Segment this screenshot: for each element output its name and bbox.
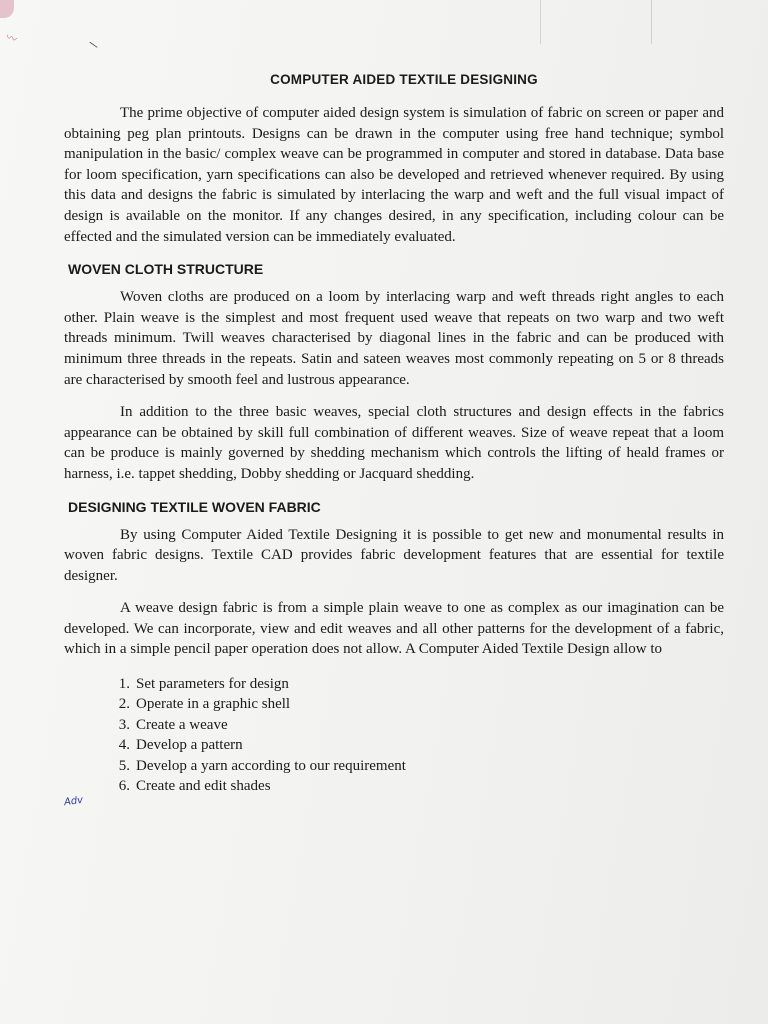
document-title: COMPUTER AIDED TEXTILE DESIGNING	[270, 72, 538, 87]
faded-header-marks	[540, 0, 652, 44]
list-item-text: Create and edit shades	[136, 778, 271, 795]
list-item-text: Create a weave	[136, 716, 228, 733]
list-item	[104, 735, 724, 755]
list-item-text: Develop a yarn according to our requirement	[136, 757, 406, 774]
section-heading-woven-cloth-structure: WOVEN CLOTH STRUCTURE	[68, 261, 264, 278]
pen-scribble: 〰	[3, 31, 19, 47]
list-item-number: 2.	[118, 696, 130, 713]
list-item	[104, 694, 724, 714]
list-item-text: Develop a pattern	[136, 737, 243, 754]
list-item-number: 4.	[118, 737, 130, 754]
list-item	[104, 674, 724, 694]
pen-tick-mark: \	[87, 38, 100, 52]
woven-cloth-paragraph-1: Woven cloths are produced on a loom by interlacing warp and weft threads right angles to each other. Plain weave is the simplest and most frequent used weave that repeats on two warp and two weft threads minimum. Twill weaves characterised by diagonal lines in the fabric and can be produced with minimum three threads in the repeats. Satin and sateen weaves most commonly repeating on 5 or 8 threads are characterised by smooth feel and lustrous appearance.	[64, 289, 724, 388]
corner-stain	[0, 0, 14, 18]
list-item-text: Operate in a graphic shell	[136, 696, 291, 713]
designing-paragraph-1: By using Computer Aided Textile Designing it is possible to get new and monumental results in woven fabric designs. Textile CAD provides fabric development features that are essential for textile designer.	[64, 526, 724, 584]
designing-paragraph-2: A weave design fabric is from a simple plain weave to one as complex as our imagination can be developed. We can incorporate, view and edit weaves and all other patterns for the development of a fabric, which in a simple pencil paper operation does not allow. A Computer Aided Textile Design allow to	[64, 600, 724, 658]
handwritten-margin-note: Adv	[63, 794, 84, 809]
list-item-number: 1.	[118, 676, 130, 693]
list-item-text: Set parameters for design	[136, 676, 289, 693]
woven-cloth-paragraph-2: In addition to the three basic weaves, special cloth structures and design effects in the fabrics appearance can be obtained by skill full combination of different weaves. Size of weave repeat that a loom can be produce is mainly governed by shedding mechanism which controls the lifting of heald frames or harness, i.e. tappet shedding, Dobby shedding or Jacquard shedding.	[64, 404, 724, 482]
list-item-number: 5.	[118, 757, 130, 774]
intro-paragraph: The prime objective of computer aided design system is simulation of fabric on screen or paper and obtaining peg plan printouts. Designs can be drawn in the computer using free hand technique; symbol manipulation in the basic/ complex weave can be programmed in computer and stored in database. Data base for loom specification, yarn specifications can also be developed and retrieved whenever required. By using this data and designs the fabric is simulated by interlacing the warp and weft and the full visual impact of design is available on the monitor. If any changes desired, in any specification, including colour can be effected and the simulated version can be immediately evaluated.	[64, 105, 724, 245]
list-item	[104, 776, 724, 796]
document-content	[64, 72, 724, 797]
list-item	[104, 715, 724, 735]
list-item	[104, 756, 724, 776]
capabilities-list	[104, 674, 724, 796]
list-item-number: 3.	[118, 716, 130, 733]
list-item-number: 6.	[118, 778, 130, 795]
section-heading-designing-woven-fabric: DESIGNING TEXTILE WOVEN FABRIC	[68, 498, 321, 515]
